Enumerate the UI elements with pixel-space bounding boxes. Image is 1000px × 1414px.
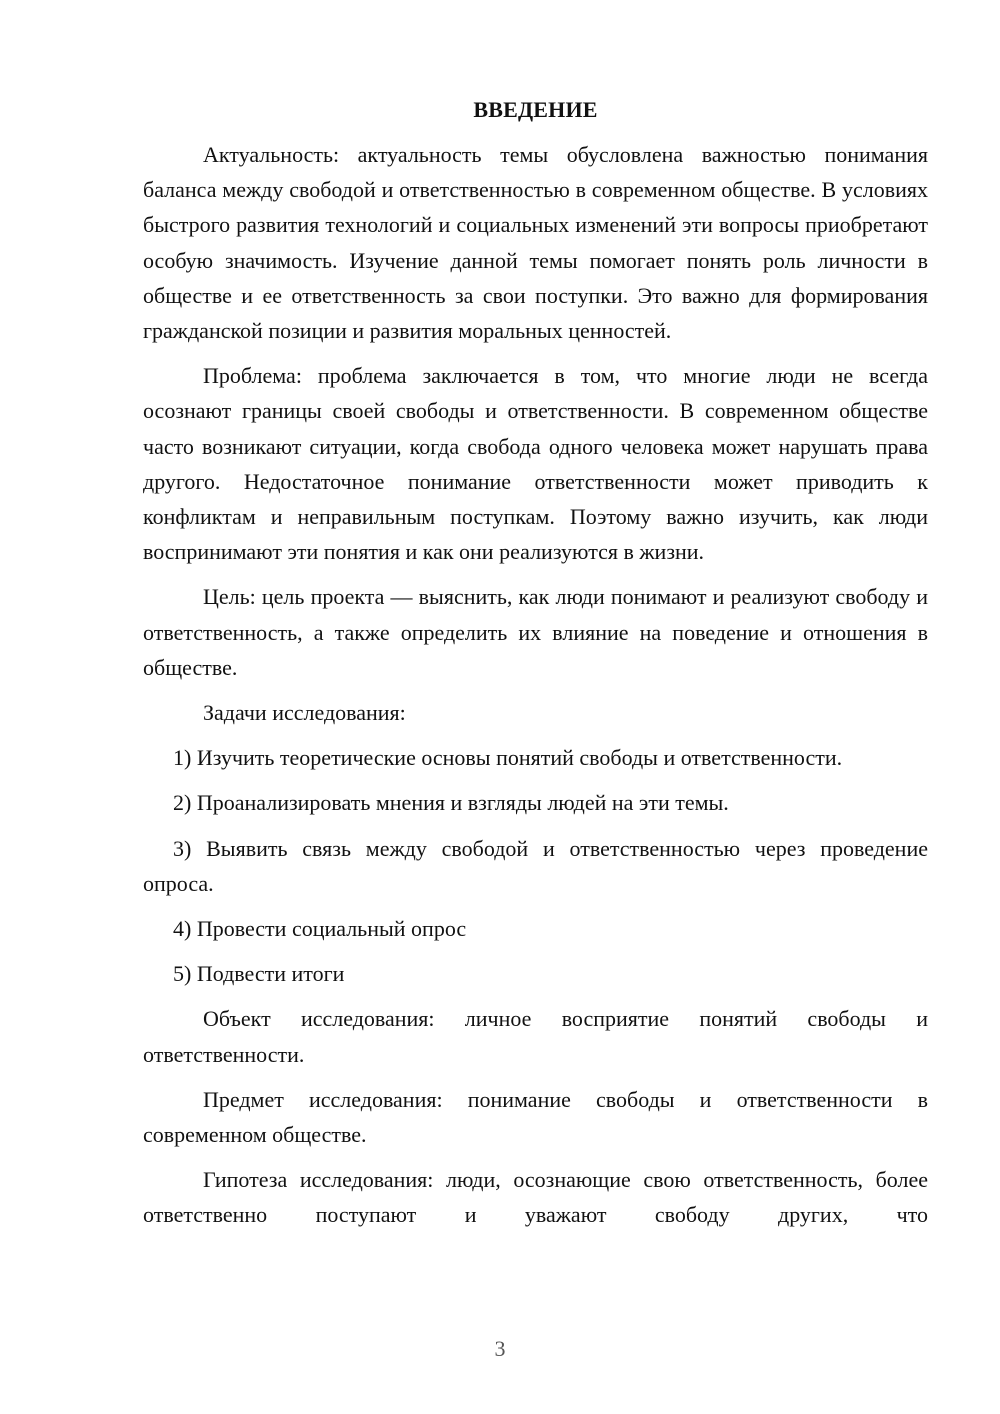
problem-paragraph: Проблема: проблема заключается в том, что многие люди не всегда осознают границы своей свободы и ответственности. В современном обществе часто возникают ситуации, когда свобода одного человека может нарушать права другого. Недостаточное понимание ответственности может приводить к конфликтам и неправильным поступкам. Поэтому важно изучить, как люди воспринимают эти понятия и как они реализуются в жизни. (143, 363, 928, 565)
section-heading: ВВЕДЕНИЕ (473, 97, 598, 122)
task-item: 3) Выявить связь между свободой и ответственностью через проведение опроса. (143, 835, 928, 896)
task-item: 5) Подвести итоги (173, 961, 345, 987)
task-item: 2) Проанализировать мнения и взгляды людей на эти темы. (173, 790, 729, 816)
relevance-paragraph: Актуальность: актуальность темы обусловлена важностью понимания баланса между свободой и ответственностью в современном обществе. В условиях быстрого развития технологий и социальных изменений эти вопросы приобретают особую значимость. Изучение данной темы помогает понять роль личности в обществе и ее ответственность за свои поступки. Это важно для формирования гражданской позиции и развития моральных ценностей. (143, 142, 928, 344)
task-item: 1) Изучить теоретические основы понятий свободы и ответственности. (173, 745, 843, 771)
object-paragraph: Объект исследования: личное восприятие понятий свободы и ответственности. (143, 1006, 928, 1067)
tasks-list (143, 740, 928, 991)
task-item: 4) Провести социальный опрос (173, 916, 467, 942)
goal-paragraph: Цель: цель проекта — выяснить, как люди понимают и реализуют свободу и ответственность, а также определить их влияние на поведение и отношения в обществе. (143, 584, 928, 680)
subject-paragraph: Предмет исследования: понимание свободы и ответственности в современном обществе. (143, 1086, 928, 1148)
page-content (143, 92, 928, 1243)
hypothesis-paragraph: Гипотеза исследования: люди, осознающие свою ответственность, более ответственно поступают и уважают свободу других, что (143, 1167, 928, 1228)
tasks-title: Задачи исследования: (203, 700, 406, 726)
page-number: 3 (494, 1336, 506, 1361)
